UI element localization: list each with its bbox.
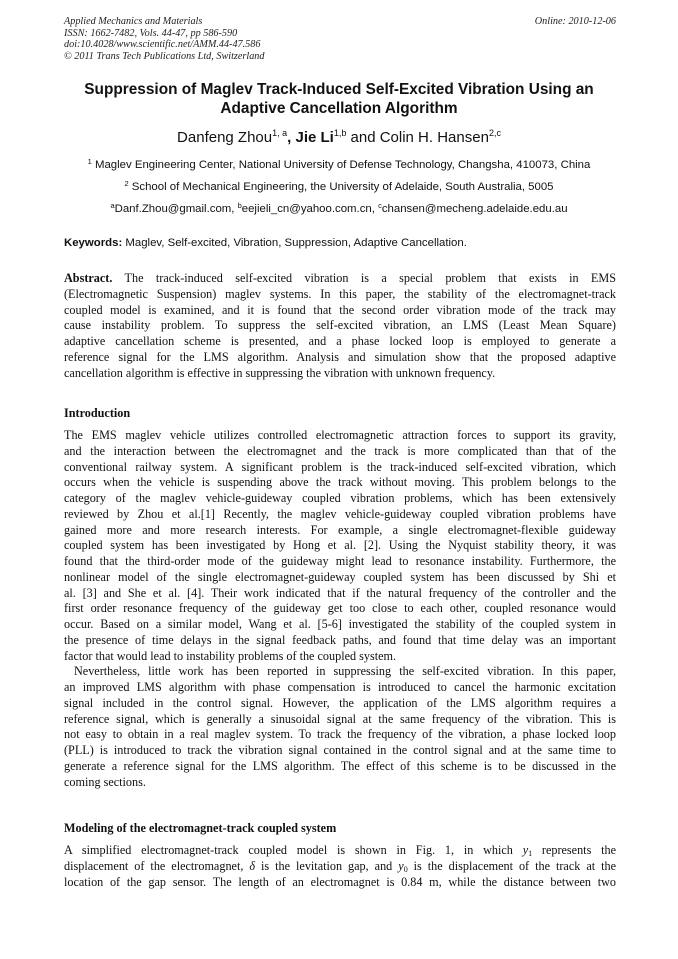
- modeling-line: location of the gap sensor. The length of an electromagnet is 0.84 m, while the distance between two: [64, 874, 616, 889]
- affiliation-1-text: Maglev Engineering Center, National University of Defense Technology, Changsha, 410073, China: [91, 159, 591, 171]
- email-b: eejieli_cn@yahoo.com.cn,: [241, 203, 379, 215]
- modeling-heading: Modeling of the electromagnet-track coupled system: [64, 821, 337, 835]
- abstract-line: [64, 271, 616, 287]
- abstract-line: cancellation algorithm is effective in suppressing the vibration with unknown frequency.: [64, 365, 496, 380]
- keywords-label: Keywords:: [64, 237, 123, 249]
- title-line-1: Suppression of Maglev Track-Induced Self-Excited Vibration Using an: [84, 81, 594, 98]
- keywords: [64, 236, 616, 250]
- journal-copyright: © 2011 Trans Tech Publications Ltd, Switzerland: [64, 50, 265, 62]
- abstract: [64, 271, 616, 381]
- author-emails: [0, 202, 678, 216]
- abstract-line: (Electromagnetic Suspension) maglev systems. In this paper, the stability of the electromagnet-track: [64, 286, 616, 301]
- intro-line: The EMS maglev vehicle utilizes controlled electromagnetic attraction forces to support its gravity,: [64, 428, 616, 442]
- journal-header: [64, 16, 616, 62]
- author-1: Danfeng Zhou: [177, 129, 273, 146]
- abstract-line: reference signal for the LMS algorithm. Analysis and simulation show that the proposed adaptive: [64, 349, 616, 364]
- online-date: Online: 2010-12-06: [534, 16, 616, 27]
- affiliation-2-text: School of Mechanical Engineering, the University of Adelaide, South Australia, 5005: [128, 181, 554, 193]
- intro-line: occurs when the vehicle is suspending above the track without moving. This problem belongs to the: [64, 475, 616, 490]
- journal-issn: ISSN: 1662-7482, Vols. 44-47, pp 586-590: [64, 27, 238, 39]
- modeling-text: displacement of the electromagnet,: [64, 858, 250, 873]
- intro-line: coming sections.: [64, 774, 146, 789]
- abstract-line-text: The track-induced self-excited vibration is a special problem that exists in EMS: [112, 271, 616, 285]
- math-symbol: δ: [249, 858, 256, 873]
- abstract-line: adaptive cancellation scheme is presented, and a phase locked loop is employed to generate a: [64, 334, 616, 348]
- modeling-line: [64, 859, 616, 875]
- intro-line: gained more and more research interests. For example, a single electromagnet-flexible guideway: [64, 522, 616, 537]
- intro-line: an improved LMS algorithm with phase compensation is introduced to cancel the harmonic excitation: [64, 680, 616, 694]
- email-a: Danf.Zhou@gmail.com,: [114, 203, 238, 215]
- intro-line: coupled system has been investigated by Hong et al. [2]. Using the Nyquist stability theory, it was: [64, 538, 616, 553]
- abstract-line: coupled model is examined, and it is found that the second order vibration mode of the track may: [64, 302, 616, 317]
- intro-line: occur. Based on a similar model, Wang et al. [5-6] investigated the stability of the coupled system in: [64, 617, 616, 631]
- intro-line: conventional railway system. A significant problem is the track-induced self-excited vibration, which: [64, 459, 616, 474]
- intro-line: found that the third-order mode of the guideway might lead to resonance instability. Furthermore, the: [64, 554, 616, 568]
- modeling-text: is the displacement of the track at the: [407, 858, 616, 873]
- author-3-marker: 2,c: [488, 128, 501, 138]
- intro-line: not easy to obtain in a real maglev system. To track the frequency of the vibration, a phase locked loop: [64, 727, 616, 742]
- email-c-marker: c: [378, 201, 382, 210]
- affiliation-1-marker: 1: [87, 157, 92, 166]
- journal-name: Applied Mechanics and Materials: [64, 16, 203, 27]
- keywords-text: Maglev, Self-excited, Vibration, Suppression, Adaptive Cancellation.: [122, 237, 467, 249]
- intro-line: (PLL) is introduced to track the vibration signal contained in the control signal and at the same time to: [64, 743, 616, 757]
- intro-line: factor that would lead to instability problems of the coupled system.: [64, 648, 397, 663]
- intro-line: reviewed by Zhou et al.[1] Recently, the maglev vehicle-guideway coupled vibration problems have: [64, 506, 616, 521]
- math-symbol: y: [522, 843, 529, 857]
- intro-line: and the interaction between the electromagnet and the track is more complicated than that of the: [64, 443, 616, 458]
- author-3: and Colin H. Hansen: [346, 129, 489, 146]
- intro-line: signal included in the control signal. However, the application of the LMS algorithm requires a: [64, 695, 616, 710]
- title-line-2: Adaptive Cancellation Algorithm: [220, 100, 458, 117]
- author-2: , Jie Li: [287, 129, 334, 146]
- abstract-line: cause instability problem. To suppress the self-excited vibration, an LMS (Least Mean Square): [64, 318, 616, 333]
- modeling-text: is the levitation gap, and: [255, 858, 399, 873]
- modeling-body: [64, 843, 616, 890]
- math-symbol: y: [398, 858, 404, 873]
- intro-line: reference signal, which is generally a sinusoidal signal at the same frequency of the vibration. This is: [64, 711, 616, 726]
- introduction-heading: Introduction: [64, 406, 131, 420]
- modeling-text: represents the: [532, 843, 616, 857]
- paper-title: [50, 80, 628, 118]
- author-1-marker: 1, a: [272, 128, 288, 138]
- introduction-body: [64, 428, 616, 790]
- intro-line: first order resonance frequency of the guideway get too close to each other, coupled resonance would: [64, 601, 616, 616]
- math-subscript: 1: [528, 849, 533, 858]
- author-list: [0, 129, 678, 147]
- intro-line: al. [3] and She et al. [4]. Their work indicated that if the natural frequency of the controller and the: [64, 585, 616, 600]
- affiliation-2: [0, 180, 678, 194]
- affiliation-2-marker: 2: [124, 179, 129, 188]
- math-subscript: 0: [403, 864, 408, 874]
- intro-line: Nevertheless, little work has been reported in suppressing the self-excited vibration. In this paper,: [74, 664, 616, 679]
- email-c: chansen@mecheng.adelaide.edu.au: [381, 203, 568, 215]
- intro-line: the presence of time delays in the signal feedback paths, and found that time delay was an important: [64, 632, 616, 647]
- abstract-label: Abstract.: [64, 271, 113, 285]
- email-a-marker: a: [110, 201, 115, 210]
- author-2-marker: 1,b: [333, 128, 347, 138]
- intro-line: category of the maglev vehicle-guideway coupled vibration problems, which has been extensively: [64, 491, 616, 505]
- affiliation-1: [0, 158, 678, 172]
- intro-line: nonlinear model of the single electromagnet-guideway coupled system has been discussed by Shi et: [64, 569, 616, 584]
- intro-line: generate a reference signal for the LMS algorithm. The effect of this scheme is to be discussed in the: [64, 758, 616, 773]
- modeling-text: A simplified electromagnet-track coupled model is shown in Fig. 1, in which: [64, 843, 523, 857]
- email-b-marker: b: [237, 201, 242, 210]
- journal-doi: doi:10.4028/www.scientific.net/AMM.44-47.586: [64, 39, 261, 51]
- modeling-line: [64, 843, 616, 859]
